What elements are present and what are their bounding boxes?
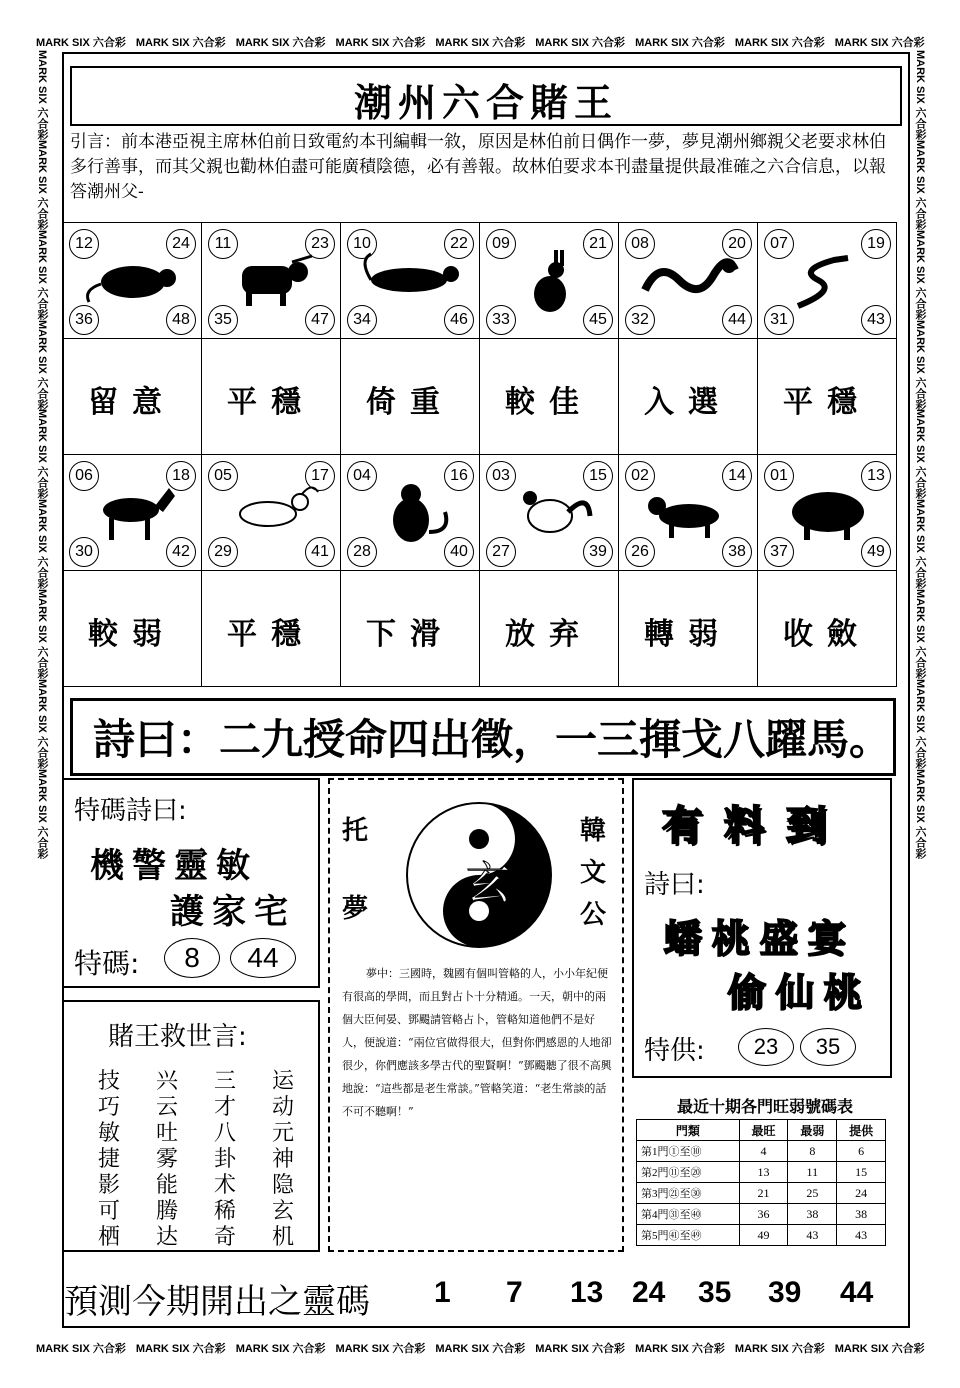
advice-char: 云 xyxy=(156,1095,179,1120)
border-label: MARK SIX 六合彩 xyxy=(36,50,48,140)
border-label: MARK SIX 六合彩 xyxy=(914,229,926,320)
verdict-cell xyxy=(479,570,619,687)
zodiac-number: 29 xyxy=(208,537,238,567)
zodiac-cell xyxy=(479,454,619,571)
zodiac-number: 20 xyxy=(722,229,752,259)
author-vertical-2: 文 xyxy=(580,858,607,888)
border-label: MARK SIX 六合彩 xyxy=(36,499,48,590)
zodiac-number: 18 xyxy=(166,461,196,491)
prediction-number: 7 xyxy=(506,1276,523,1309)
border-label: MARK SIX 六合彩 xyxy=(36,319,48,410)
table-cell: 49 xyxy=(739,1225,788,1246)
prediction-number: 39 xyxy=(768,1276,802,1309)
border-label: MARK SIX 六合彩 xyxy=(36,229,48,320)
border-label: MARK SIX 六合彩 xyxy=(535,1343,626,1355)
zodiac-verdict: 留意 xyxy=(88,385,176,420)
border-bottom-strip xyxy=(36,1340,926,1356)
border-label: MARK SIX 六合彩 xyxy=(435,37,526,49)
zodiac-number: 22 xyxy=(444,229,474,259)
zodiac-number: 19 xyxy=(861,229,891,259)
door-table-header-cell: 門類 xyxy=(637,1120,740,1141)
rabbit-icon xyxy=(500,250,600,316)
door-table xyxy=(636,1119,886,1246)
table-cell: 25 xyxy=(788,1183,837,1204)
table-cell: 11 xyxy=(788,1162,837,1183)
zodiac-verdict: 收斂 xyxy=(783,617,871,652)
door-table-panel xyxy=(636,1094,894,1246)
zodiac-number: 11 xyxy=(208,229,238,259)
prediction-label: 預測今期開出之靈碼 xyxy=(64,1282,370,1322)
zodiac-cell xyxy=(757,454,897,571)
prediction-number: 13 xyxy=(570,1276,604,1309)
border-label: MARK SIX 六合彩 xyxy=(914,499,926,590)
advice-char: 八 xyxy=(214,1121,237,1146)
zodiac-number: 15 xyxy=(583,461,613,491)
zodiac-number: 05 xyxy=(208,461,238,491)
border-label: MARK SIX 六合彩 xyxy=(635,37,725,49)
rooster-icon xyxy=(500,482,600,548)
table-row xyxy=(637,1141,886,1162)
advice-char: 稀 xyxy=(214,1199,237,1224)
border-label: MARK SIX 六合彩 xyxy=(914,50,926,140)
intro-text: 引言：前本港亞視主席林伯前日致電約本刊編輯一敘，原因是林伯前日偶作一夢，夢見潮州鄉親父老要求林伯多行善事，而其父親也勸林伯盡可能廣積陰德，必有善報。故林伯要求本刊盡量提供最准確之六合信息，以報答潮州父- xyxy=(70,132,886,202)
border-label: MARK SIX 六合彩 xyxy=(914,409,926,500)
svg-text:玄: 玄 xyxy=(466,858,510,909)
advice-char: 敏 xyxy=(98,1121,121,1146)
dog-icon xyxy=(639,482,739,548)
zodiac-verdict: 入選 xyxy=(644,385,732,420)
verdict-cell xyxy=(618,570,758,687)
tip-panel xyxy=(632,778,892,1078)
tip-poem-line1: 蟠桃盛宴 xyxy=(664,917,857,961)
verdict-cell xyxy=(340,338,480,455)
dream-story: 夢中：三國時，魏國有個叫管輅的人，小小年紀便有很高的學問，而且對占卜十分精通。一天，朝中的兩個大臣何晏、鄧颺請管輅占卜，管輅知道他們不是好人，便說道：“兩位官做得很大，但對你們感恩的人地卻很少，你們應該多學古代的聖賢啊！”鄧颺聽了很不高興地說：“這些都是老生常談。”管輅笑道：“老生常談的話不可不聽啊！” xyxy=(342,967,612,1118)
zodiac-number: 21 xyxy=(583,229,613,259)
table-cell: 第3門㉑至㉚ xyxy=(637,1183,740,1204)
rat-icon xyxy=(83,250,183,316)
ox-icon xyxy=(222,250,322,316)
title-box xyxy=(70,66,902,126)
tip-banner: 有料到 xyxy=(662,803,848,849)
zodiac-cell xyxy=(62,454,202,571)
prediction-number: 35 xyxy=(698,1276,732,1309)
zodiac-cell xyxy=(201,222,341,339)
zodiac-number: 47 xyxy=(305,305,335,335)
border-label: MARK SIX 六合彩 xyxy=(834,37,925,49)
zodiac-number: 08 xyxy=(625,229,655,259)
poem-label: 詩曰： xyxy=(93,715,220,764)
author-vertical-1: 韓 xyxy=(580,816,607,846)
zodiac-verdict: 放弃 xyxy=(505,617,593,652)
advice-char: 巧 xyxy=(98,1095,121,1120)
prediction-line xyxy=(62,1266,902,1322)
advice-char: 栖 xyxy=(98,1225,121,1250)
zodiac-number: 30 xyxy=(69,537,99,567)
border-right-strip xyxy=(912,50,928,1340)
table-row xyxy=(637,1162,886,1183)
border-label: MARK SIX 六合彩 xyxy=(36,1343,126,1355)
advice-char: 神 xyxy=(272,1147,295,1172)
advice-char: 卦 xyxy=(214,1147,237,1172)
door-table-header-cell: 最旺 xyxy=(739,1120,788,1141)
table-cell: 24 xyxy=(837,1183,886,1204)
advice-char: 元 xyxy=(272,1121,295,1146)
door-table-title: 最近十期各門旺弱號碼表 xyxy=(676,1097,853,1116)
zodiac-number: 07 xyxy=(764,229,794,259)
advice-char: 才 xyxy=(214,1095,237,1120)
advice-char: 玄 xyxy=(272,1199,295,1224)
advice-char: 术 xyxy=(214,1173,237,1198)
border-label: MARK SIX 六合彩 xyxy=(36,678,48,769)
table-cell: 38 xyxy=(788,1204,837,1225)
zodiac-verdict: 下滑 xyxy=(366,617,454,652)
zodiac-number: 42 xyxy=(166,537,196,567)
zodiac-cell xyxy=(340,454,480,571)
zodiac-verdict: 較弱 xyxy=(88,617,176,652)
zodiac-verdict: 平穩 xyxy=(783,385,871,420)
advice-char: 影 xyxy=(98,1173,121,1198)
zodiac-cell xyxy=(618,454,758,571)
table-cell: 4 xyxy=(739,1141,788,1162)
special-code-num-2: 44 xyxy=(230,938,296,978)
zodiac-number: 38 xyxy=(722,537,752,567)
border-label: MARK SIX 六合彩 xyxy=(734,1343,825,1355)
advice-char: 能 xyxy=(156,1173,179,1198)
advice-char: 机 xyxy=(272,1225,295,1250)
table-cell: 8 xyxy=(788,1141,837,1162)
zodiac-number: 45 xyxy=(583,305,613,335)
border-label: MARK SIX 六合彩 xyxy=(36,139,48,230)
table-row xyxy=(637,1225,886,1246)
yin-yang-icon xyxy=(404,800,554,950)
border-left-strip xyxy=(34,50,50,1340)
verdict-cell xyxy=(757,338,897,455)
dragon-icon xyxy=(639,250,739,316)
advice-char: 动 xyxy=(272,1095,295,1120)
table-cell: 38 xyxy=(837,1204,886,1225)
advice-char: 技 xyxy=(98,1069,121,1094)
zodiac-cell xyxy=(479,222,619,339)
zodiac-number: 41 xyxy=(305,537,335,567)
zodiac-verdict: 平穩 xyxy=(227,385,315,420)
tip-poem-label: 詩曰: xyxy=(644,870,705,900)
border-label: MARK SIX 六合彩 xyxy=(734,37,825,49)
zodiac-cell xyxy=(201,454,341,571)
zodiac-number: 28 xyxy=(347,537,377,567)
goat-icon xyxy=(222,482,322,548)
tip-special-num-2: 35 xyxy=(800,1028,856,1066)
tip-special-label: 特供: xyxy=(644,1036,705,1066)
zodiac-number: 23 xyxy=(305,229,335,259)
table-cell: 6 xyxy=(837,1141,886,1162)
border-label: MARK SIX 六合彩 xyxy=(914,319,926,410)
advice-char: 雾 xyxy=(156,1147,179,1172)
zodiac-number: 39 xyxy=(583,537,613,567)
zodiac-verdict: 倚重 xyxy=(366,385,454,420)
table-row xyxy=(637,1204,886,1225)
zodiac-number: 36 xyxy=(69,305,99,335)
dream-panel xyxy=(328,778,624,1252)
dream-vertical-left-1: 托 xyxy=(342,816,369,846)
verdict-cell xyxy=(479,338,619,455)
verdict-cell xyxy=(201,570,341,687)
author-vertical-3: 公 xyxy=(580,900,607,930)
zodiac-number: 48 xyxy=(166,305,196,335)
advice-char: 可 xyxy=(98,1199,121,1224)
border-label: MARK SIX 六合彩 xyxy=(235,1343,326,1355)
border-label: MARK SIX 六合彩 xyxy=(435,1343,526,1355)
tiger-icon xyxy=(361,250,461,316)
zodiac-number: 10 xyxy=(347,229,377,259)
door-table-header-cell: 提供 xyxy=(837,1120,886,1141)
table-cell: 第4門㉛至㊵ xyxy=(637,1204,740,1225)
border-label: MARK SIX 六合彩 xyxy=(135,1343,226,1355)
table-cell: 43 xyxy=(788,1225,837,1246)
zodiac-number: 17 xyxy=(305,461,335,491)
table-row xyxy=(637,1183,886,1204)
advice-char: 隐 xyxy=(272,1173,295,1198)
verdict-cell xyxy=(201,338,341,455)
zodiac-verdict: 平穩 xyxy=(227,617,315,652)
zodiac-verdict: 轉弱 xyxy=(644,617,732,652)
zodiac-cell xyxy=(340,222,480,339)
zodiac-number: 32 xyxy=(625,305,655,335)
border-label: MARK SIX 六合彩 xyxy=(635,1343,725,1355)
advice-char: 奇 xyxy=(214,1225,237,1250)
border-label: MARK SIX 六合彩 xyxy=(135,37,226,49)
door-table-header-cell: 最弱 xyxy=(788,1120,837,1141)
special-code-panel xyxy=(62,778,320,988)
prediction-number: 24 xyxy=(632,1276,666,1309)
table-cell: 36 xyxy=(739,1204,788,1225)
zodiac-number: 14 xyxy=(722,461,752,491)
border-label: MARK SIX 六合彩 xyxy=(914,139,926,230)
tip-poem-line2: 偷仙桃 xyxy=(728,971,873,1015)
table-cell: 15 xyxy=(837,1162,886,1183)
monkey-icon xyxy=(361,482,461,548)
table-cell: 第5門㊶至㊾ xyxy=(637,1225,740,1246)
zodiac-number: 35 xyxy=(208,305,238,335)
zodiac-number: 46 xyxy=(444,305,474,335)
zodiac-number: 01 xyxy=(764,461,794,491)
zodiac-cell xyxy=(757,222,897,339)
table-cell: 第2門⑪至⑳ xyxy=(637,1162,740,1183)
zodiac-number: 27 xyxy=(486,537,516,567)
prediction-number: 44 xyxy=(840,1276,874,1309)
border-label: MARK SIX 六合彩 xyxy=(535,37,626,49)
zodiac-number: 04 xyxy=(347,461,377,491)
advice-heading: 賭王救世言: xyxy=(108,1022,247,1052)
zodiac-number: 49 xyxy=(861,537,891,567)
poem-text: 二九授命四出徵，一三揮戈八躍馬。 xyxy=(219,715,892,764)
special-code-label: 特碼: xyxy=(74,947,140,980)
poem-line xyxy=(93,707,891,767)
zodiac-number: 33 xyxy=(486,305,516,335)
border-label: MARK SIX 六合彩 xyxy=(335,37,426,49)
poem-banner xyxy=(70,698,896,776)
door-table-header xyxy=(637,1120,886,1141)
zodiac-number: 44 xyxy=(722,305,752,335)
pig-icon xyxy=(778,482,878,548)
dream-vertical-left-2: 夢 xyxy=(342,894,369,924)
table-cell: 21 xyxy=(739,1183,788,1204)
zodiac-number: 03 xyxy=(486,461,516,491)
border-label: MARK SIX 六合彩 xyxy=(335,1343,426,1355)
advice-char: 捷 xyxy=(98,1147,121,1172)
zodiac-number: 16 xyxy=(444,461,474,491)
verdict-cell xyxy=(618,338,758,455)
verdict-cell xyxy=(340,570,480,687)
special-poem-line1: 機警靈敏 xyxy=(90,846,258,886)
border-label: MARK SIX 六合彩 xyxy=(914,768,926,859)
advice-char: 腾 xyxy=(156,1199,179,1224)
verdict-cell xyxy=(757,570,897,687)
table-cell: 第1門①至⑩ xyxy=(637,1141,740,1162)
zodiac-verdict: 較佳 xyxy=(505,385,593,420)
border-label: MARK SIX 六合彩 xyxy=(36,37,126,49)
table-cell: 43 xyxy=(837,1225,886,1246)
advice-char: 吐 xyxy=(156,1121,179,1146)
advice-char: 兴 xyxy=(156,1069,179,1094)
border-label: MARK SIX 六合彩 xyxy=(834,1343,925,1355)
zodiac-number: 43 xyxy=(861,305,891,335)
tip-special-num-1: 23 xyxy=(738,1028,794,1066)
snake-icon xyxy=(778,250,878,316)
special-poem-heading: 特碼詩曰: xyxy=(74,796,187,826)
advice-char: 运 xyxy=(272,1069,295,1094)
zodiac-number: 13 xyxy=(861,461,891,491)
special-code-num-1: 8 xyxy=(164,938,220,978)
border-top-strip xyxy=(36,34,926,50)
advice-char: 三 xyxy=(214,1069,237,1094)
border-label: MARK SIX 六合彩 xyxy=(914,678,926,769)
border-label: MARK SIX 六合彩 xyxy=(36,589,48,679)
horse-icon xyxy=(83,482,183,548)
zodiac-number: 12 xyxy=(69,229,99,259)
table-cell: 13 xyxy=(739,1162,788,1183)
border-label: MARK SIX 六合彩 xyxy=(36,768,48,859)
zodiac-cell xyxy=(618,222,758,339)
zodiac-number: 24 xyxy=(166,229,196,259)
advice-char: 达 xyxy=(156,1225,179,1250)
verdict-cell xyxy=(62,570,202,687)
zodiac-number: 06 xyxy=(69,461,99,491)
prediction-number: 1 xyxy=(434,1276,451,1309)
zodiac-number: 31 xyxy=(764,305,794,335)
special-poem-line2: 護家宅 xyxy=(170,892,296,932)
border-label: MARK SIX 六合彩 xyxy=(235,37,326,49)
border-label: MARK SIX 六合彩 xyxy=(36,409,48,500)
zodiac-cell xyxy=(62,222,202,339)
zodiac-number: 26 xyxy=(625,537,655,567)
zodiac-number: 37 xyxy=(764,537,794,567)
zodiac-number: 09 xyxy=(486,229,516,259)
page-title: 潮州六合賭王 xyxy=(353,80,618,125)
zodiac-number: 34 xyxy=(347,305,377,335)
border-label: MARK SIX 六合彩 xyxy=(914,589,926,679)
zodiac-number: 40 xyxy=(444,537,474,567)
verdict-cell xyxy=(62,338,202,455)
advice-panel xyxy=(62,1000,320,1252)
zodiac-number: 02 xyxy=(625,461,655,491)
